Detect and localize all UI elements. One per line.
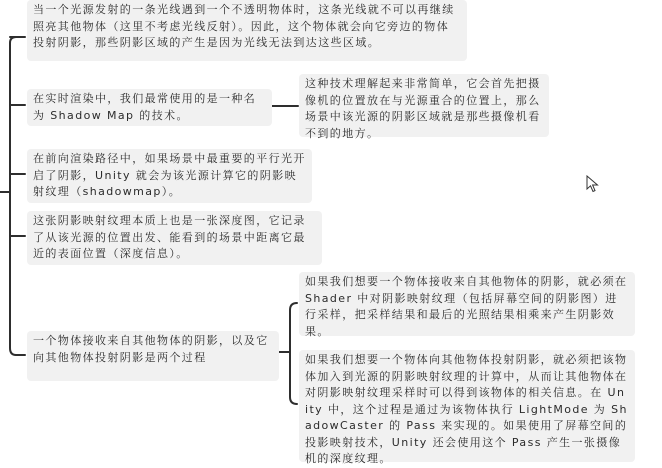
mindmap-node-depth-map[interactable] <box>27 211 322 265</box>
node-text: 如果我们想要一个物体向其他物体投射阴影，就必须把该物体加入到光源的阴影映射纹理的计算中，从而让其他物体在对阴影映射纹理采样时可以得到该物体的相关信息。在 Unity 中，这个过程是通过为该物体执行 LightMode 为 ShadowCaster 的 Pass 来实现的。如果使用了屏幕空间的投影映射技术，Unity 还会使用这个 Pass 产生一张摄像机的深度纹理。 <box>305 353 628 465</box>
trunk-vertical <box>10 37 16 355</box>
mindmap-node-forward-rendering[interactable] <box>27 149 312 203</box>
node-text: 在实时渲染中，我们最常使用的是一种名为 Shadow Map 的技术。 <box>33 92 257 122</box>
node-text: 如果我们想要一个物体接收来自其他物体的阴影，就必须在 Shader 中对阴影映射纹理（包括屏幕空间的阴影图）进行采样，把采样结果和最后的光照结果相乘来产生阴影效果。 <box>305 275 628 338</box>
node-text: 这种技术理解起来非常简单，它会首先把摄像机的位置放在与光源重合的位置上，那么场景中该光源的阴影区域就是那些摄像机看不到的地方。 <box>305 77 541 140</box>
node-text: 这张阴影映射纹理本质上也是一张深度图，它记录了从该光源的位置出发、能看到的场景中距离它最近的表面位置（深度信息）。 <box>33 214 306 260</box>
mindmap-node-shadow-map[interactable] <box>27 89 272 126</box>
mindmap-node-two-processes[interactable] <box>27 331 279 381</box>
mindmap-node-shadow-map-explanation[interactable] <box>299 74 549 140</box>
child-vertical-5 <box>290 303 297 404</box>
node-text: 一个物体接收来自其他物体的阴影，以及它向其他物体投射阴影是两个过程 <box>33 334 269 364</box>
mindmap-node-light-blocking[interactable] <box>27 0 467 61</box>
mouse-cursor-icon <box>586 175 600 193</box>
mindmap-node-cast-shadow[interactable] <box>299 350 635 465</box>
mindmap-node-receive-shadow[interactable] <box>299 272 635 336</box>
node-text: 当一个光源发射的一条光线遇到一个不透明物体时，这条光线就不可以再继续照亮其他物体（这里不考虑光线反射）。因此，这个物体就会向它旁边的物体投射阴影，那些阴影区域的产生是因为光线无法到达这些区域。 <box>33 3 455 49</box>
node-text: 在前向渲染路径中，如果场景中最重要的平行光开启了阴影，Unity 就会为该光源计算它的阴影映射纹理（shadowmap）。 <box>33 152 306 198</box>
